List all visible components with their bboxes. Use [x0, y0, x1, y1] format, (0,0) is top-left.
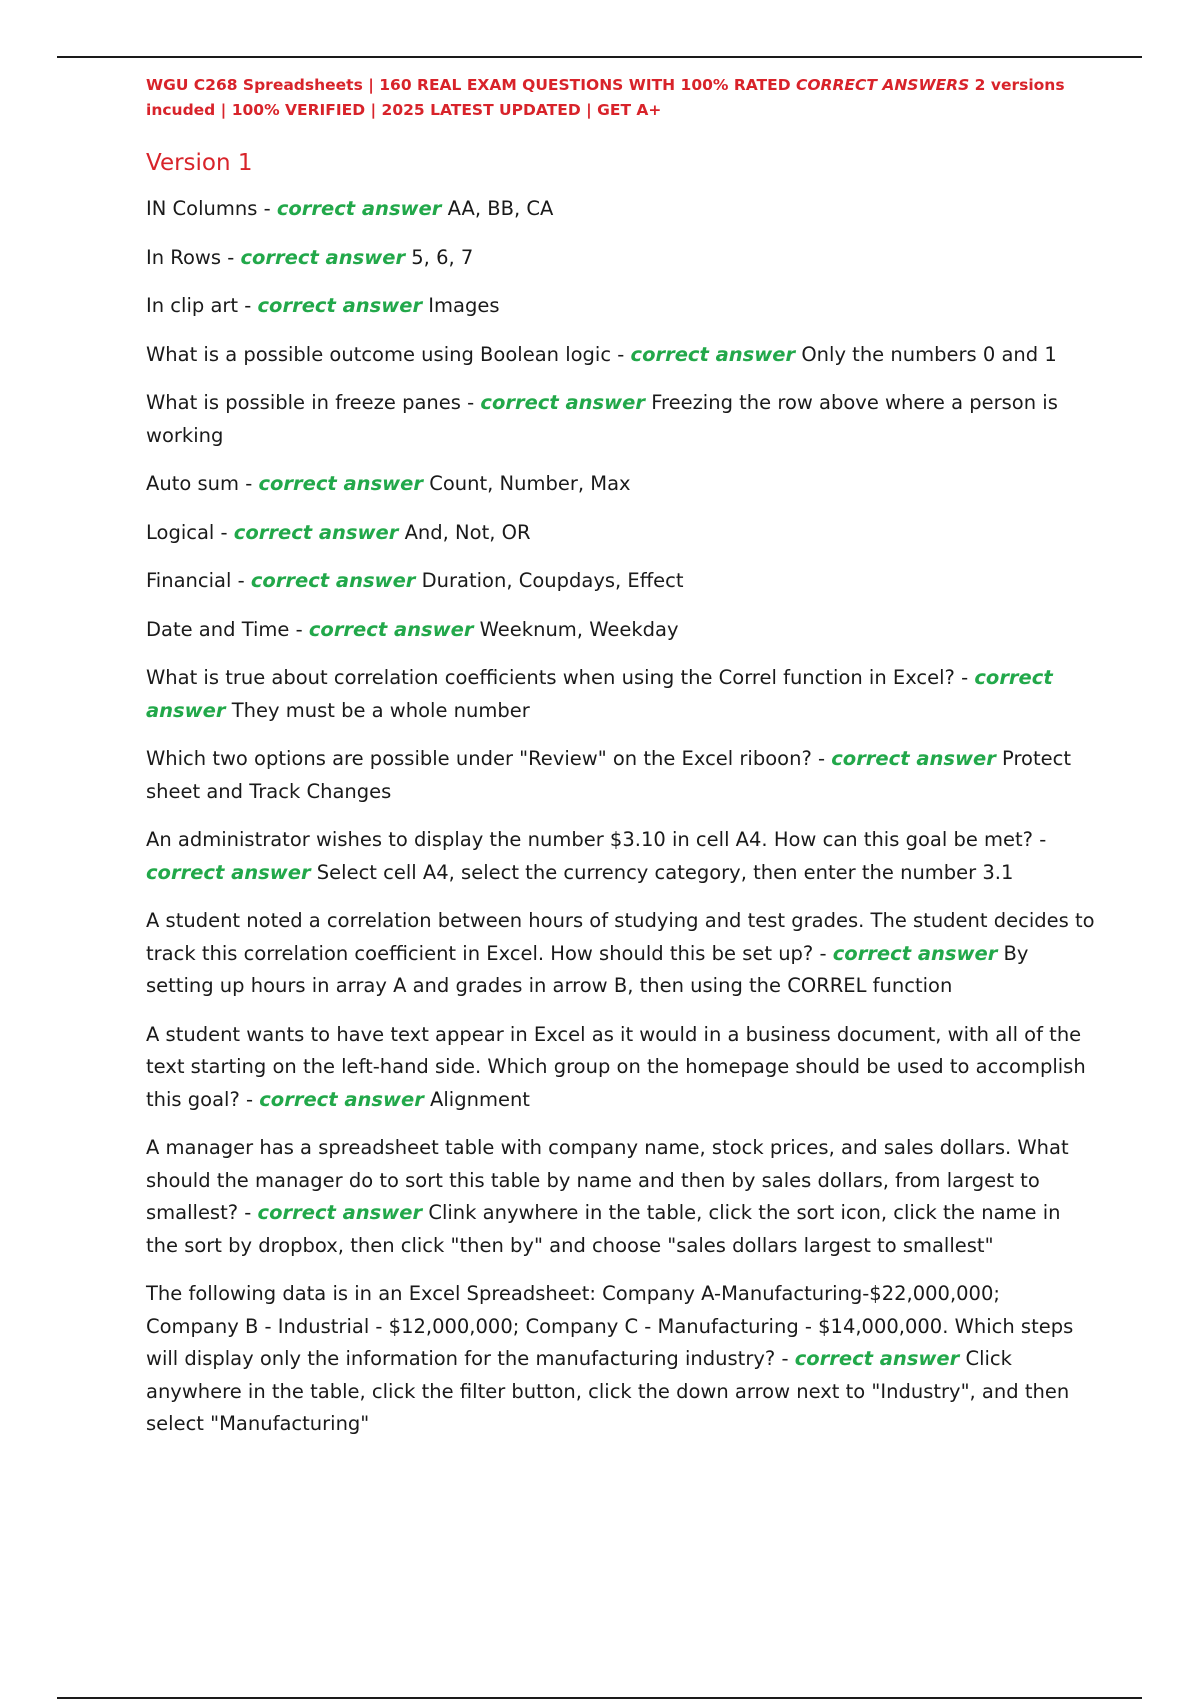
qa-item: [146, 743, 1096, 808]
question-text: A student wants to have text appear in Excel as it would in a business document, with all of the text starting on the left-hand side. Which group on the homepage should be used to accomplish this goal?: [146, 1022, 1086, 1111]
separator: -: [257, 197, 277, 220]
question-text: Logical: [146, 520, 215, 544]
correct-answer-label: correct answer: [480, 391, 645, 414]
correct-answer-label: correct answer: [258, 472, 424, 495]
correct-answer-label: correct answer: [832, 941, 998, 965]
qa-item: [146, 824, 1096, 889]
separator: -: [238, 1201, 258, 1224]
qa-item: [146, 1019, 1096, 1117]
separator: -: [813, 941, 833, 965]
correct-answer-label: correct answer: [146, 666, 1053, 722]
version-title: Version 1: [146, 150, 253, 176]
qa-item: [146, 905, 1096, 1003]
header-text-part2: 2 versions incuded | 100% VERIFIED | 2025 LATEST UPDATED | GET A+: [146, 76, 1065, 119]
qa-item: [146, 387, 1096, 452]
question-text: What is possible in freeze panes: [146, 391, 461, 414]
separator: -: [775, 1347, 795, 1370]
qa-item: [146, 614, 1096, 647]
separator: -: [460, 391, 481, 414]
question-text: In clip art: [146, 294, 239, 317]
correct-answer-label: correct answer: [259, 1087, 424, 1111]
answer-text: Alignment: [430, 1087, 530, 1111]
answer-text: Protect sheet and Track Changes: [146, 747, 1071, 803]
answer-text: They must be a whole number: [231, 698, 530, 722]
correct-answer-label: correct answer: [146, 860, 311, 884]
qa-item: [146, 290, 1096, 323]
answer-text: Select cell A4, select the currency category, then enter the number 3.1: [316, 860, 1014, 884]
qa-item: [146, 1278, 1096, 1441]
separator: -: [611, 342, 631, 366]
qa-item: [146, 517, 1096, 550]
question-text: An administrator wishes to display the number $3.10 in cell A4. How can this goal be met?: [146, 828, 1034, 851]
question-text: What is true about correlation coefficients when using the Correl function in Excel?: [146, 666, 955, 689]
separator: -: [239, 1087, 260, 1111]
document-content: [146, 73, 1096, 1457]
answer-text: Click anywhere in the table, click the filter button, click the down arrow next to "Industry", and then select "Manufacturing": [146, 1347, 1070, 1435]
qa-item: [146, 468, 1096, 501]
question-text: Date and Time: [146, 617, 290, 641]
header-text-part1: WGU C268 Spreadsheets | 160 REAL EXAM QUESTIONS WITH 100% RATED: [146, 76, 796, 94]
separator: -: [811, 747, 832, 770]
qa-item: [146, 565, 1096, 598]
answer-text: Freezing the row above where a person is working: [146, 391, 1058, 447]
separator: -: [1033, 828, 1047, 851]
answer-text: Images: [428, 294, 500, 317]
answer-text: AA, BB, CA: [447, 197, 554, 220]
question-text: A manager has a spreadsheet table with company name, stock prices, and sales dollars. What should the manager do to sort this table by name and then by sales dollars, from largest to smallest?: [146, 1136, 1069, 1224]
correct-answer-label: correct answer: [233, 520, 399, 544]
separator: -: [231, 569, 251, 592]
question-text: Auto sum: [146, 472, 239, 495]
answer-text: By setting up hours in array A and grades in arrow B, then using the CORREL function: [146, 941, 1029, 997]
qa-item: [146, 339, 1096, 372]
correct-answer-label: correct answer: [257, 294, 423, 317]
separator: -: [239, 472, 259, 495]
separator: -: [214, 520, 234, 544]
question-text: Which two options are possible under "Review" on the Excel riboon?: [146, 747, 812, 770]
bottom-rule: [57, 1697, 1142, 1699]
top-rule: [57, 56, 1142, 58]
question-text: A student noted a correlation between hours of studying and test grades. The student decides to track this correlation coefficient in Excel. How should this be set up?: [146, 909, 1095, 965]
correct-answer-label: correct answer: [308, 617, 474, 641]
qa-item: [146, 242, 1096, 275]
question-text: The following data is in an Excel Spreadsheet: Company A-Manufacturing-$22,000,000; Company B - Industrial - $12,000,000; Company C - Manufacturing - $14,000,000. Which steps will display only the information for the manufacturing industry?: [146, 1282, 1074, 1370]
answer-text: Duration, Coupdays, Effect: [421, 569, 684, 592]
answer-text: Weeknum, Weekday: [479, 617, 679, 641]
separator: -: [238, 294, 258, 317]
question-text: IN Columns: [146, 197, 258, 220]
correct-answer-label: correct answer: [240, 245, 406, 269]
correct-answer-label: correct answer: [630, 342, 796, 366]
answer-text: 5, 6, 7: [411, 245, 474, 269]
document-header: [146, 73, 1096, 123]
correct-answer-label: correct answer: [794, 1347, 960, 1370]
question-text: What is a possible outcome using Boolean logic: [146, 342, 612, 366]
qa-item: [146, 662, 1096, 727]
header-text-italic: CORRECT ANSWERS: [795, 76, 970, 94]
answer-text: Clink anywhere in the table, click the sort icon, click the name in the sort by dropbox, then click "then by" and choose "sales dollars largest to smallest": [146, 1201, 1061, 1257]
correct-answer-label: correct answer: [257, 1201, 423, 1224]
correct-answer-label: correct answer: [831, 747, 996, 770]
qa-item: [146, 1132, 1096, 1262]
separator: -: [289, 617, 309, 641]
qa-list: [146, 193, 1096, 1441]
correct-answer-label: correct answer: [250, 569, 416, 592]
question-text: Financial: [146, 569, 232, 592]
answer-text: Only the numbers 0 and 1: [801, 342, 1057, 366]
separator: -: [221, 245, 241, 269]
separator: -: [954, 666, 975, 689]
qa-item: [146, 193, 1096, 226]
question-text: In Rows: [146, 245, 222, 269]
correct-answer-label: correct answer: [276, 197, 442, 220]
answer-text: Count, Number, Max: [429, 472, 631, 495]
answer-text: And, Not, OR: [404, 520, 531, 544]
